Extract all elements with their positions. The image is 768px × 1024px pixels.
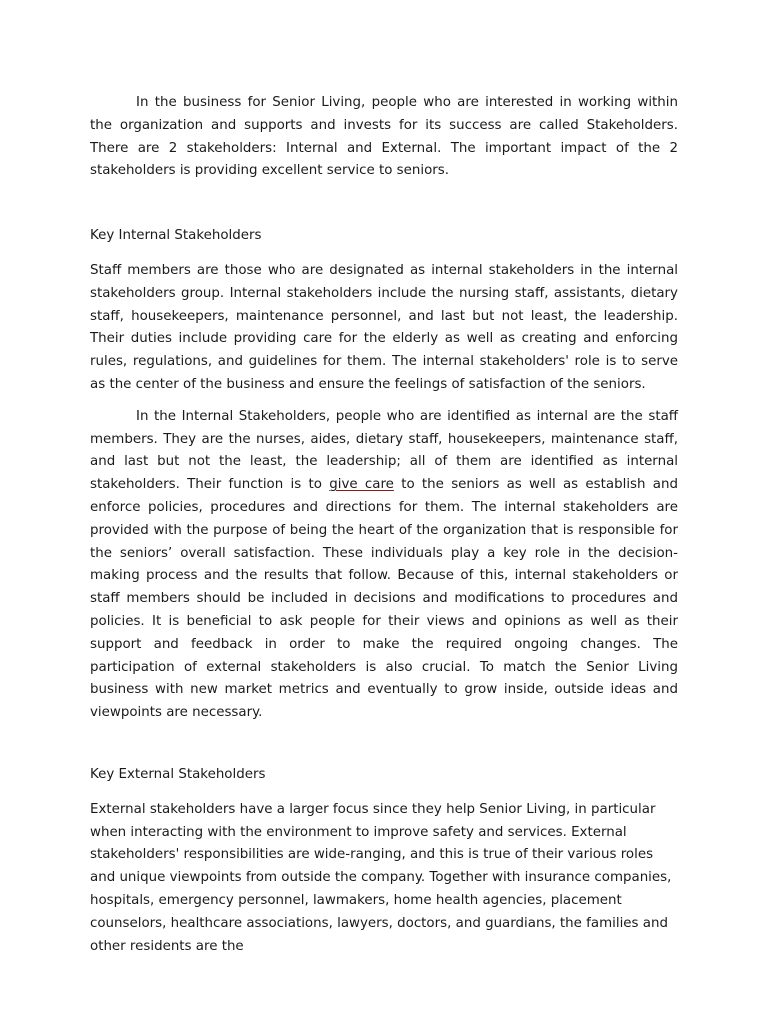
- internal-paragraph-1: Staff members are those who are designated as internal stakeholders in the internal stakeholders group. Internal stakeholders include the nursing staff, assistants, dietary staff, housekeepers, maintenance personnel, and last but not least, the leadership. Their duties include providing care for the elderly as well as creating and enforcing rules, regulations, and guidelines for them. The internal stakeholders' role is to serve as the center of the business and ensure the feelings of satisfaction of the seniors.: [90, 262, 678, 392]
- internal-paragraph-2-part-b: to the seniors as well as establish and enforce policies, procedures and directions for them. The internal stakeholders are provided with the purpose of being the heart of the organization that is responsible for the seniors’ overall satisfaction. These individuals play a key role in the decision-making process and the results that follow. Because of this, internal stakeholders or staff members should be included in decisions and modifications to procedures and policies. It is beneficial to ask people for their views and opinions as well as their support and feedback in order to make the required ongoing changes. The participation of external stakeholders is also crucial. To match the Senior Living business with new market metrics and eventually to grow inside, outside ideas and viewpoints are necessary.: [90, 477, 678, 721]
- internal-stakeholders-heading: Key Internal Stakeholders: [90, 228, 262, 244]
- give-care-underlined-text: give care: [329, 477, 394, 493]
- external-stakeholders-heading: Key External Stakeholders: [90, 766, 266, 782]
- internal-paragraph-2: [90, 406, 678, 725]
- document-page: [90, 92, 678, 958]
- intro-paragraph: In the business for Senior Living, people who are interested in working within the organization and supports and invests for its success are called Stakeholders. There are 2 stakeholders: Internal and External. The important impact of the 2 stakeholders is providing excellent service to seniors.: [90, 95, 678, 179]
- external-paragraph-1: External stakeholders have a larger focus since they help Senior Living, in particular when interacting with the environment to improve safety and services. External stakeholders' responsibilities are wide-ranging, and this is true of their various roles and unique viewpoints from outside the company. Together with insurance companies, hospitals, emergency personnel, lawmakers, home health agencies, placement counselors, healthcare associations, lawyers, doctors, and guardians, the families and other residents are the: [90, 801, 672, 954]
- internal-paragraph-2-part-a: In the Internal Stakeholders, people who are identified as internal are the staff members. They are the nurses, aides, dietary staff, housekeepers, maintenance staff, and last but not the least, the leadership; all of them are identified as internal stakeholders. Their function is to: [90, 408, 678, 493]
